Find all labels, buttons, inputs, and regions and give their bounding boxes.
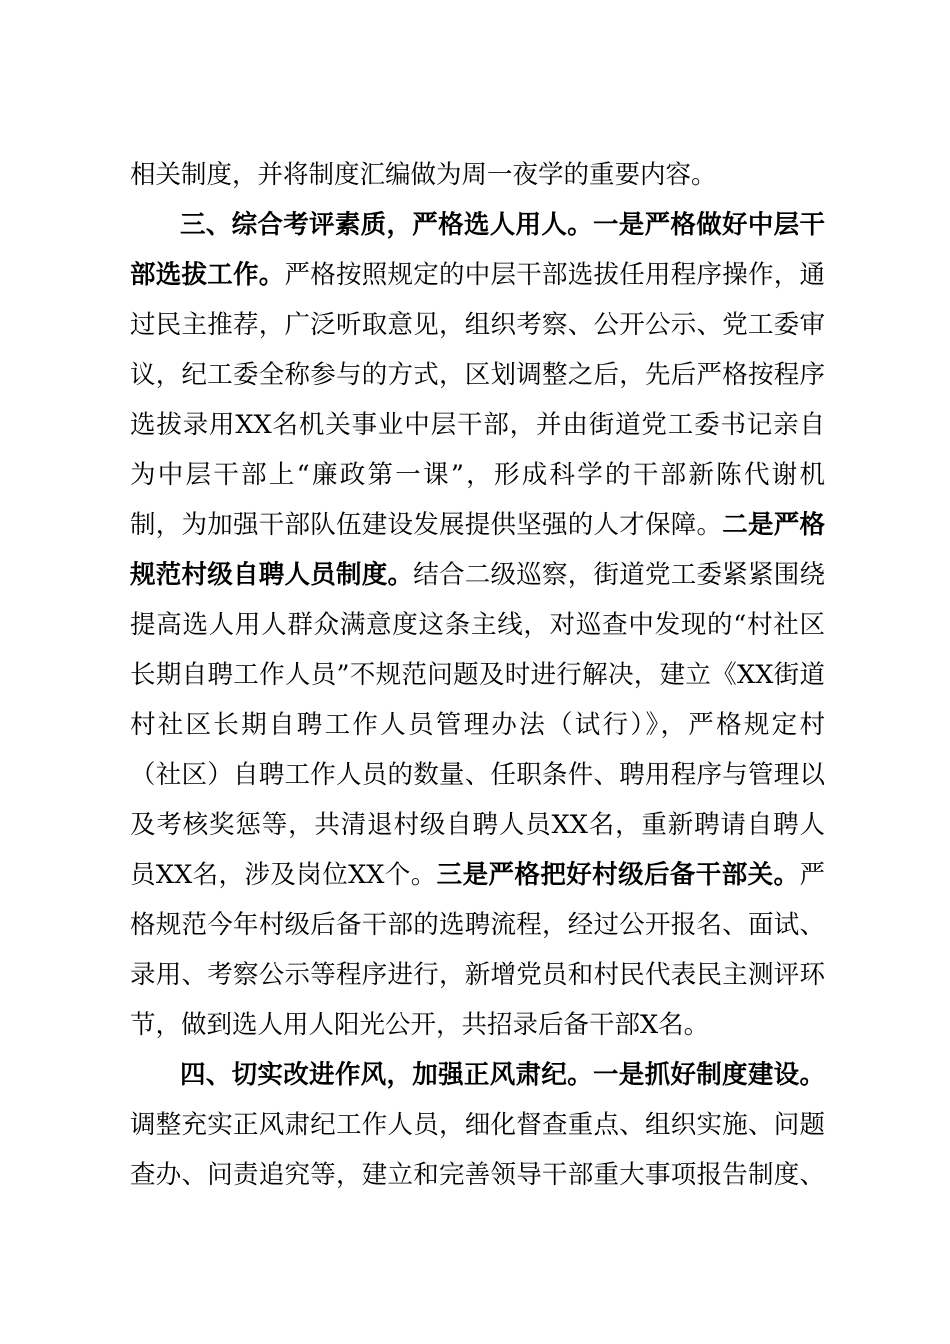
text-line: 选拔录用XX名机关事业中层干部，并由街道党工委书记亲自	[130, 410, 825, 440]
text-line: 员XX名，涉及岗位XX个。三是严格把好村级后备干部关。严	[130, 860, 825, 890]
text-line: 长期自聘工作人员”不规范问题及时进行解决，建立《XX街道	[130, 660, 825, 690]
text-line: 节，做到选人用人阳光公开，共招录后备干部X名。	[130, 1010, 710, 1040]
text-line: 制，为加强干部队伍建设发展提供坚强的人才保障。二是严格	[130, 510, 825, 540]
text-line: 过民主推荐，广泛听取意见，组织考察、公开公示、党工委审	[130, 310, 825, 340]
text-line: 相关制度，并将制度汇编做为周一夜学的重要内容。	[130, 160, 717, 190]
text-line: 录用、考察公示等程序进行，新增党员和村民代表民主测评环	[130, 960, 825, 990]
text-line: 查办、问责追究等，建立和完善领导干部重大事项报告制度、	[130, 1160, 825, 1190]
text-line: 村社区长期自聘工作人员管理办法（试行）》，严格规定村	[130, 710, 825, 740]
text-line: 部选拔工作。严格按照规定的中层干部选拔任用程序操作，通	[130, 260, 825, 290]
text-line: 议，纪工委全称参与的方式，区划调整之后，先后严格按程序	[130, 360, 825, 390]
heading-line: 四、切实改进作风，加强正风肃纪。一是抓好制度建设。	[180, 1060, 825, 1090]
heading-line: 三、综合考评素质，严格选人用人。一是严格做好中层干	[180, 210, 825, 240]
text-line: 调整充实正风肃纪工作人员，细化督查重点、组织实施、问题	[130, 1110, 825, 1140]
text-line: 提高选人用人群众满意度这条主线，对巡查中发现的“村社区	[130, 610, 825, 640]
text-line: 格规范今年村级后备干部的选聘流程，经过公开报名、面试、	[130, 910, 825, 940]
text-line: 为中层干部上“廉政第一课”，形成科学的干部新陈代谢机	[130, 460, 825, 490]
text-line: 规范村级自聘人员制度。结合二级巡察，街道党工委紧紧围绕	[130, 560, 825, 590]
text-line: （社区）自聘工作人员的数量、任职条件、聘用程序与管理以	[130, 760, 825, 790]
text-line: 及考核奖惩等，共清退村级自聘人员XX名，重新聘请自聘人	[130, 810, 825, 840]
